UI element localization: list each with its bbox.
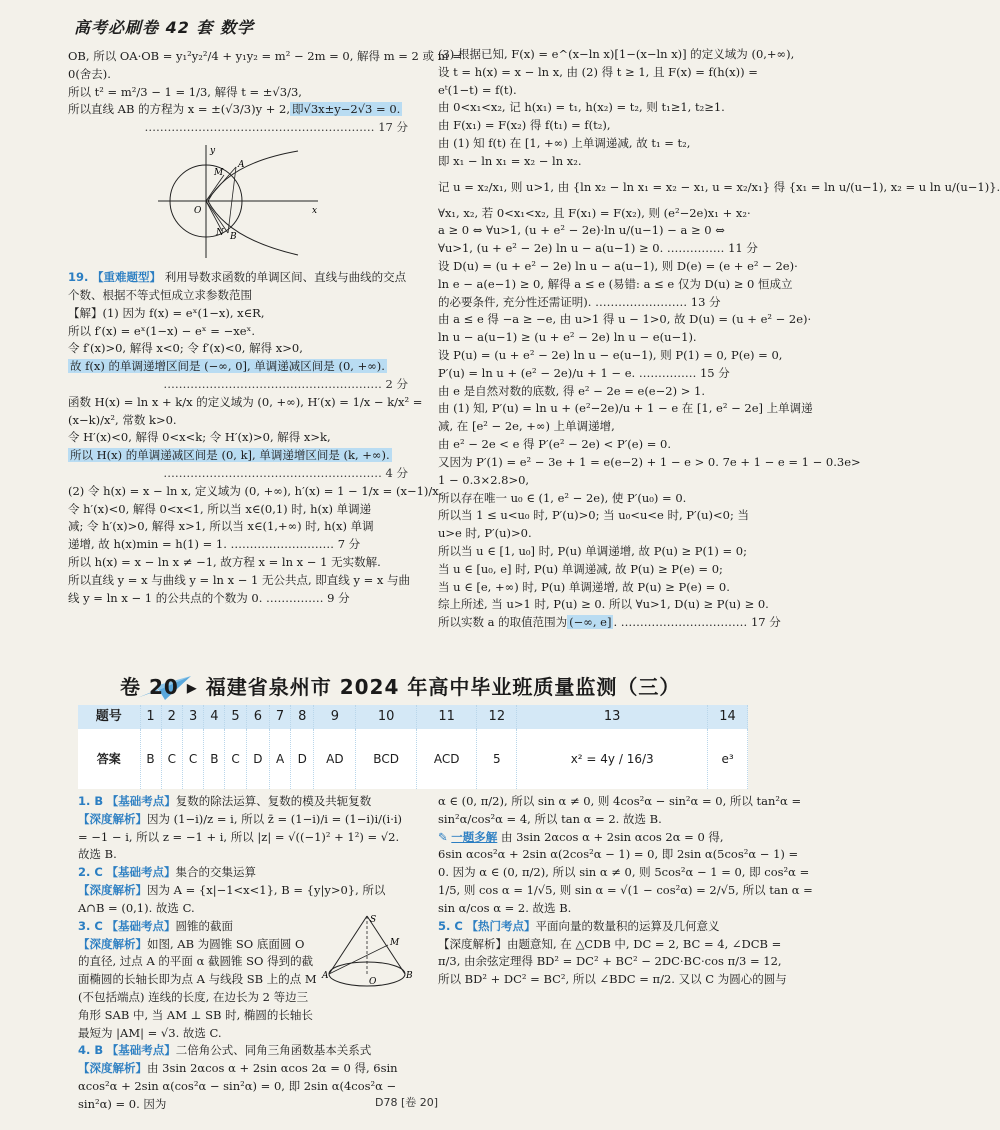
answer-item (78, 793, 413, 811)
text-line: 由 (1) 知 f(t) 在 [1, +∞) 上单调递减, 故 t₁ = t₂, (438, 136, 691, 151)
text-line: 0. 因为 α ∈ (0, π/2), 所以 sin α ≠ 0, 则 5cos²α − 1 = 0, 即 cos²α = (438, 865, 810, 880)
table-cell: 10 (356, 705, 417, 729)
text-line: ∀u>1, (u + e² − 2e) ln u − a(u−1) ≥ 0. …………… 11 分 (438, 241, 758, 256)
table-cell: A (270, 729, 291, 789)
table-cell: B (140, 729, 161, 789)
multi-solution-tag: 一题多解 (451, 829, 498, 844)
highlighted-line (68, 358, 408, 376)
text-line: 的必要条件, 充分性还需证明). …………………… 13 分 (438, 294, 721, 309)
text-line: 6sin αcos²α + 2sin α(2cos²α − 1) = 0, 即 2sin α(5cos²α − 1) = (438, 847, 799, 862)
answer-number: 5. C (438, 918, 463, 933)
text-line: 令 h′(x)<0, 解得 0<x<1, 所以当 x∈(0,1) 时, h(x) 单调递 (68, 501, 372, 516)
table-cell: BCD (356, 729, 417, 789)
text-line: 所以 h(x) = x − ln x ≠ −1, 故方程 x = ln x − 1 无实数解. (68, 555, 381, 570)
text-line: sin α/cos α = 2. 故选 B. (438, 900, 572, 915)
answer-number: 2. C (78, 865, 103, 880)
table-cell: 8 (291, 705, 314, 729)
text-line: 所以存在唯一 u₀ ∈ (1, e² − 2e), 使 P′(u₀) = 0. (438, 490, 687, 505)
final-suffix: . …………………………… 17 分 (613, 615, 781, 630)
answer-item (78, 864, 413, 882)
question-intro: 利用导数求函数的单调区间、直线与曲线的交点个数、根据不等式恒成立求参数范围 (68, 270, 407, 302)
answer-item (78, 1060, 413, 1113)
text-line: 减, 在 [e² − 2e, +∞) 上单调递增, (438, 419, 615, 434)
figure-svg (148, 143, 328, 263)
text-line: 当 u ∈ [e, +∞) 时, P(u) 单调递增, 故 P(u) ≥ P(e) = 0. (438, 579, 730, 594)
table-cell: D (246, 729, 269, 789)
text-line: OB, 所以 OA·OB = y₁²y₂²/4 + y₁y₂ = m² − 2m = 0, 解得 m = 2 或 m = (68, 49, 462, 63)
answer-item (78, 1042, 413, 1060)
text-line: 又因为 P′(1) = e² − 3e + 1 = e(e−2) + 1 − e > 0. 7e + 1 − e = 1 − 0.3e> (438, 454, 861, 469)
answer-number: 3. C (78, 918, 103, 933)
answer-number: 1. B (78, 794, 104, 808)
table-cell: AD (314, 729, 356, 789)
text-line: ln u − a(u−1) ≥ (u + e² − 2e) ln u − e(u−1). (438, 330, 697, 345)
text-line: 减; 令 h′(x)>0, 解得 x>1, 所以当 x∈(1,+∞) 时, h(x) 单调 (68, 519, 374, 534)
label-n: N (216, 228, 224, 239)
text-line: 0(舍去). (68, 66, 111, 81)
answer-text: 因为 (1−i)/z = i, 所以 z̄ = (1−i)/i = (1−i)i/(i·i) = −1 − i, 所以 z = −1 + i, 所以 |z| = √((−1)² + 1²) = √2. 故选 B. (78, 811, 403, 862)
answer-tag: 【深度解析】 (78, 1061, 147, 1076)
svg-text:S: S (370, 915, 377, 925)
text-line: 令 H′(x)<0, 解得 0<x<k; 令 H′(x)>0, 解得 x>k, (68, 430, 331, 445)
text-line: (2) 令 h(x) = x − ln x, 定义域为 (0, +∞), h′(x) = 1 − 1/x = (x−1)/x. (68, 483, 443, 498)
answer-tag: 【热门考点】 (466, 918, 536, 933)
text-line: 记 u = x₂/x₁, 则 u>1, 由 {ln x₂ − ln x₁ = x₂ − x₁, u = x₂/x₁} 得 {x₁ = ln u/(u−1), x₂ = u ln u/(u−1)}. (438, 179, 1000, 194)
answer-text: 圆锥的截面 (175, 918, 233, 933)
text-line: a ≥ 0 ⇔ ∀u>1, (u + e² − 2e)·ln u/(u−1) − a ≥ 0 ⇔ (438, 223, 725, 238)
answer-item (78, 811, 413, 864)
text-line: 所以当 1 ≤ u<u₀ 时, P′(u)>0; 当 u₀<u<e 时, P′(u)<0; 当 (438, 508, 749, 523)
text-line: 设 t = h(x) = x − ln x, 由 (2) 得 t ≥ 1, 且 F(x) = f(h(x)) = (438, 64, 758, 79)
label-o: O (194, 206, 202, 217)
table-answer-row (78, 729, 748, 789)
text-line: 所以 t² = m²/3 − 1 = 1/3, 解得 t = ±√3/3, (68, 84, 302, 99)
pencil-icon: ✎ (438, 829, 448, 844)
table-cell: e³ (708, 729, 748, 789)
table-cell: 14 (708, 705, 748, 729)
text-line: u>e 时, P′(u)>0. (438, 526, 532, 541)
answer-tag: 【深度解析】 (78, 883, 147, 898)
text-line: ∀x₁, x₂, 若 0<x₁<x₂, 且 F(x₁) = F(x₂), 则 (e²−2e)x₁ + x₂· (438, 205, 751, 220)
text-line: 设 P(u) = (u + e² − 2e) ln u − e(u−1), 则 P(1) = 0, P(e) = 0, (438, 348, 783, 362)
label-x: x (312, 206, 318, 217)
multi-solution-title (438, 829, 743, 847)
text-line: 所以直线 y = x 与曲线 y = ln x − 1 无公共点, 即直线 y = x 与曲 (68, 572, 411, 587)
table-cell: 2 (161, 705, 182, 729)
line-on (206, 201, 222, 231)
text-line: 所以 f′(x) = eˣ(1−x) − eˣ = −xeˣ. (68, 323, 256, 338)
question-tag: 【重难题型】 (92, 270, 162, 285)
label-y: y (210, 146, 216, 157)
text-line: 设 D(u) = (u + e² − 2e) ln u − a(u−1), 则 D(e) = (e + e² − 2e)· (438, 258, 798, 273)
question-number: 19. (68, 270, 89, 285)
text-line: 令 f′(x)>0, 解得 x<0; 令 f′(x)<0, 解得 x>0, (68, 341, 303, 356)
text-line: 由 e² − 2e < e 得 P′(e² − 2e) < P′(e) = 0. (438, 437, 672, 452)
page-footer: D78 [卷 20] (375, 1096, 439, 1109)
left-top-column (68, 48, 462, 608)
score-line: ………………………………………………… 2 分 (163, 376, 408, 391)
answer-text: 二倍角公式、同角三角函数基本关系式 (175, 1043, 372, 1058)
answer-text: 由 3sin 2αcos α + 2sin αcos 2α = 0 得, 6sin αcos²α + 2sin α(cos²α − sin²α) = 0, 即 2sin α(4cos²α − sin²α) = 0. 因为 (78, 1061, 398, 1111)
table-cell: 5 (225, 705, 246, 729)
text-line: sin²α/cos²α = 4, 所以 tan α = 2. 故选 B. (438, 811, 662, 826)
highlighted-line (68, 447, 408, 465)
table-cell: B (204, 729, 225, 789)
label-b: B (230, 232, 237, 243)
table-cell: 9 (314, 705, 356, 729)
exam-banner-title: 卷 20 ▸ 福建省泉州市 2024 年高中毕业班质量监测（三） (120, 674, 681, 699)
final-prefix: 所以实数 a 的取值范围为 (438, 615, 568, 630)
table-cell: D (291, 729, 314, 789)
answer-tag: 【基础考点】 (106, 1043, 176, 1058)
score-line: ………………………………………………… 4 分 (163, 466, 408, 480)
table-cell: 13 (517, 705, 708, 729)
table-cell: C (161, 729, 182, 789)
text-line: 由 F(x₁) = F(x₂) 得 f(t₁) = f(t₂), (438, 118, 611, 133)
highlighted-answer: 即√3x±y−2√3 = 0. (292, 102, 401, 117)
table-cell: 7 (270, 705, 291, 729)
question-5-title (438, 918, 743, 936)
text-line: (3) 根据已知, F(x) = e^(x−ln x)[1−(x−ln x)] 的定义域为 (0,+∞), (438, 47, 795, 61)
answer-text: 平面向量的数量积的运算及几何意义 (535, 918, 720, 933)
table-cell: 11 (416, 705, 477, 729)
right-top-column (438, 46, 1000, 632)
score-line: …………………………………………………… 17 分 (144, 120, 408, 135)
label-m: M (214, 168, 224, 179)
svg-text:A: A (322, 971, 329, 981)
right-bottom-column (438, 793, 813, 989)
text-line: 【深度解析】由题意知, 在 △CDB 中, DC = 2, BC = 4, ∠DCB = (438, 936, 782, 951)
final-answer-line (438, 614, 781, 632)
text-line: 即 x₁ − ln x₁ = x₂ − ln x₂. (438, 153, 582, 168)
answer-text: 复数的除法运算、复数的模及共轭复数 (175, 794, 372, 808)
text-line: 【解】(1) 因为 f(x) = eˣ(1−x), x∈R, (68, 305, 265, 320)
answer-tag: 【基础考点】 (106, 794, 176, 808)
table-cell: 12 (477, 705, 517, 729)
text-line: 1 − 0.3×2.8>0, (438, 472, 530, 487)
text-line: 所以直线 AB 的方程为 x = ±(√3/3)y + 2, (68, 102, 291, 117)
text-line: P′(u) = ln u + (e² − 2e)/u + 1 − e. …………… 15 分 (438, 365, 730, 380)
book-title: 高考必刷卷 42 套 数学 (74, 18, 254, 37)
text-line: 由 0<x₁<x₂, 记 h(x₁) = t₁, h(x₂) = t₂, 则 t₁≥1, t₂≥1. (438, 100, 725, 115)
text-line: 由 a ≤ e 得 −a ≥ −e, 由 u>1 得 u − 1>0, 故 D(u) = (u + e² − 2e)· (438, 312, 812, 327)
answer-label: 答案 (78, 729, 140, 789)
text-line (68, 101, 408, 119)
text-line: 由 e 是自然对数的底数, 得 e² − 2e = e(e−2) > 1. (438, 383, 705, 398)
header-label: 题号 (78, 705, 140, 729)
svg-text:M: M (390, 938, 400, 948)
highlighted-answer: 所以 H(x) 的单调递减区间是 (0, k], 单调递增区间是 (k, +∞). (70, 448, 390, 463)
text-line: 1/5, 则 cos α = 1/√5, 则 sin α = √(1 − cos²α) = 2/√5, 所以 tan α = (438, 883, 813, 898)
table-cell: 1 (140, 705, 161, 729)
text-line: 由 3sin 2αcos α + 2sin αcos 2α = 0 得, (500, 829, 724, 844)
answer-table (78, 705, 748, 789)
table-cell: x² = 4y / 16/3 (517, 729, 708, 789)
text-line: 线 y = ln x − 1 的公共点的个数为 0. …………… 9 分 (68, 590, 350, 605)
text-line: 当 u ∈ [u₀, e] 时, P(u) 单调递减, 故 P(u) ≥ P(e) = 0; (438, 561, 723, 576)
table-cell: C (182, 729, 203, 789)
answer-tag: 【基础考点】 (106, 865, 176, 880)
table-cell: 5 (477, 729, 517, 789)
table-header-row (78, 705, 748, 729)
answer-text: 如图, AB 为圆锥 SO 底面圆 O 的直径, 过点 A 的平面 α 截圆锥 SO 得到的截面椭圆的长轴长即为点 A 与线段 SB 上的点 M (不包括端点) 连线的长度, 在边长为 2 等边三角形 SAB 中, 当 AM ⊥ SB 时, 椭圆的长轴长最短为 |AM| = √3. 故选 C. (78, 936, 317, 1040)
table-cell: 4 (204, 705, 225, 729)
text-line: 所以当 u ∈ [1, u₀] 时, P(u) 单调递增, 故 P(u) ≥ P(1) = 0; (438, 543, 747, 558)
highlighted-answer: (−∞, e] (569, 615, 612, 630)
cone-figure (322, 912, 412, 992)
line-om (206, 175, 224, 201)
text-line: ln e − a(e−1) ≥ 0, 解得 a ≤ e (易错: a ≤ e 仅为 D(u) ≥ 0 恒成立 (438, 276, 793, 291)
svg-text:B: B (406, 971, 413, 981)
text-line: 所以 BD² + DC² = BC², 所以 ∠BDC = π/2. 又以 C 为圆心的圆与 (438, 972, 787, 987)
answer-number: 4. B (78, 1043, 104, 1058)
table-cell: 6 (246, 705, 269, 729)
table-cell: ACD (416, 729, 477, 789)
parabola-circle-figure (148, 143, 328, 263)
svg-text:O: O (369, 977, 377, 987)
text-line: π/3, 由余弦定理得 BD² = DC² + BC² − 2DC·BC·cos π/3 = 12, (438, 954, 782, 969)
answer-tag: 【深度解析】 (78, 811, 147, 826)
text-line: 函数 H(x) = ln x + k/x 的定义域为 (0, +∞), H′(x) = 1/x − k/x² = (68, 394, 423, 409)
answer-text: 因为 A = {x|−1<x<1}, B = {y|y>0}, 所以 A∩B = (0,1). 故选 C. (78, 883, 386, 915)
text-line: 递增, 故 h(x)min = h(1) = 1. ……………………… 7 分 (68, 537, 361, 552)
highlighted-answer: 故 f(x) 的单调递增区间是 (−∞, 0], 单调递减区间是 (0, +∞). (70, 359, 385, 374)
text-line: α ∈ (0, π/2), 所以 sin α ≠ 0, 则 4cos²α − sin²α = 0, 所以 tan²α = (438, 794, 802, 808)
text-line: 综上所述, 当 u>1 时, P(u) ≥ 0. 所以 ∀u>1, D(u) ≥ P(u) ≥ 0. (438, 597, 769, 612)
table-cell: C (225, 729, 246, 789)
question-19-title (68, 269, 408, 305)
text-line: eᵗ(1−t) = f(t). (438, 82, 517, 97)
answer-tag: 【深度解析】 (78, 936, 147, 951)
table-cell: 3 (182, 705, 203, 729)
answer-tag: 【基础考点】 (106, 918, 176, 933)
answer-text: 集合的交集运算 (175, 865, 256, 880)
text-line: 由 (1) 知, P′(u) = ln u + (e²−2e)/u + 1 − e 在 [1, e² − 2e] 上单调递 (438, 401, 813, 416)
label-a: A (238, 160, 245, 171)
text-line: (x−k)/x², 常数 k>0. (68, 412, 177, 427)
